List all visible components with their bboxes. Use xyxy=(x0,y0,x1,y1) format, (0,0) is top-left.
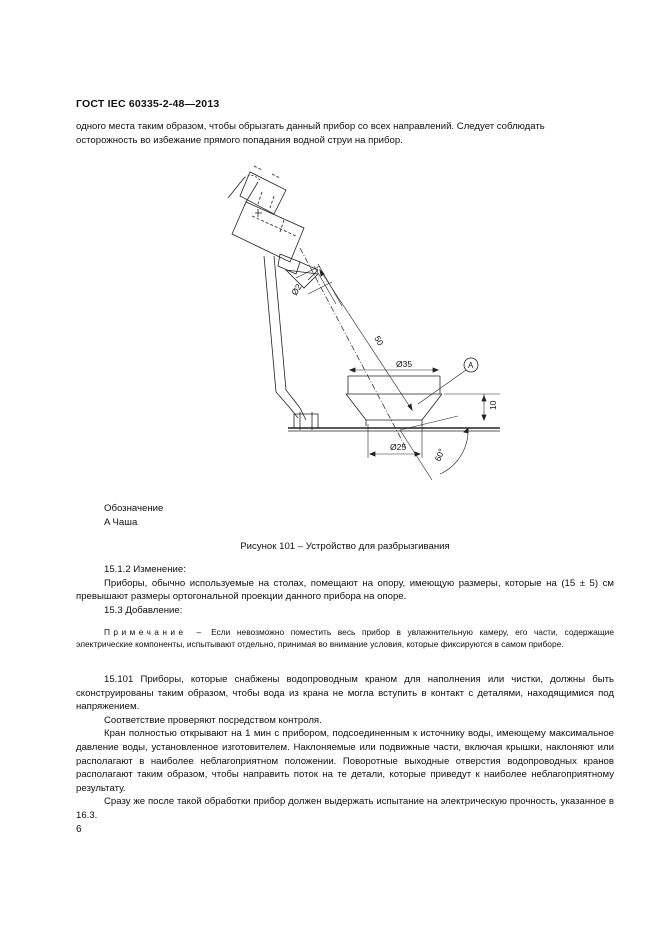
note-label: Примечание – xyxy=(104,627,205,637)
diameter-25-label: Ø25 xyxy=(390,442,407,452)
spray-device-figure xyxy=(200,158,520,490)
intro-paragraph xyxy=(76,120,614,147)
diameter-2-label: Ø2 xyxy=(289,282,304,298)
note-text: Если невозможно поместить весь прибор в увлажнительную камеру, его части, содержащие электрические компоненты, испытывают отдельно, принимая во внимание условия, которые фиксируются в самом приборе. xyxy=(76,627,615,649)
document-header: ГОСТ IEC 60335-2-48—2013 xyxy=(76,98,220,110)
length-50-label: 50 xyxy=(372,334,386,348)
note-paragraph xyxy=(76,627,614,651)
legend-item-bowl: A Чаша xyxy=(104,516,138,528)
angle-60-label: 60° xyxy=(432,447,447,463)
figure-caption: Рисунок 101 – Устройство для разбрызгивания xyxy=(240,541,450,552)
figure-legend xyxy=(104,502,163,529)
intro-line-1: одного места таким образом, чтобы обрызгать данный прибор со всех направлений. Следует соблюдать xyxy=(76,121,545,132)
intro-line-2: осторожность во избежание прямого попадания водной струи на прибор. xyxy=(76,134,403,146)
diameter-35-label: Ø35 xyxy=(396,359,413,369)
callout-a-label: A xyxy=(468,361,474,370)
section-15-1-2-heading: 15.1.2 Изменение: xyxy=(104,564,186,575)
page-number: 6 xyxy=(76,824,82,835)
note-block xyxy=(76,627,614,651)
section-15-101 xyxy=(76,673,614,823)
legend-title: Обозначение xyxy=(104,503,164,514)
section-15-101-p1: 15.101 Приборы, которые снабжены водопроводным краном для наполнения или чистки, должны быть сконструированы таким образом, чтобы вода из крана не могла вступить в контакт с деталями, находящимися под напряжением. xyxy=(76,674,614,713)
section-15-1-2-body: Приборы, обычно используемые на столах, помещают на опору, имеющую размеры, которые на (15 ± 5) см превышают размеры ортогональной проекции данного прибора на опоре. xyxy=(76,577,614,603)
section-15-101-p2: Соответствие проверяют посредством контроля. xyxy=(104,714,322,726)
section-15-1-2 xyxy=(76,563,614,617)
section-15-101-p4: Сразу же после такой обработки прибор должен выдержать испытание на электрическую прочность, указанное в 16.3. xyxy=(76,796,614,821)
section-15-3-heading: 15.3 Добавление: xyxy=(104,604,183,616)
section-15-101-p3: Кран полностью открывают на 1 мин с прибором, подсоединенным к источнику воды, имеющему максимальное давление воды, установленное изготовителем. Наклоняемые или подвижные части, включая крышки, наклоняют или располагают в наиболее неблагоприятном положении. Поворотные выходные отверстия водопроводных кранов располагают таким образом, чтобы направить поток на те детали, которые приведут к наиболее неблагоприятному результату. xyxy=(76,728,614,794)
height-10-label: 10 xyxy=(488,400,498,410)
